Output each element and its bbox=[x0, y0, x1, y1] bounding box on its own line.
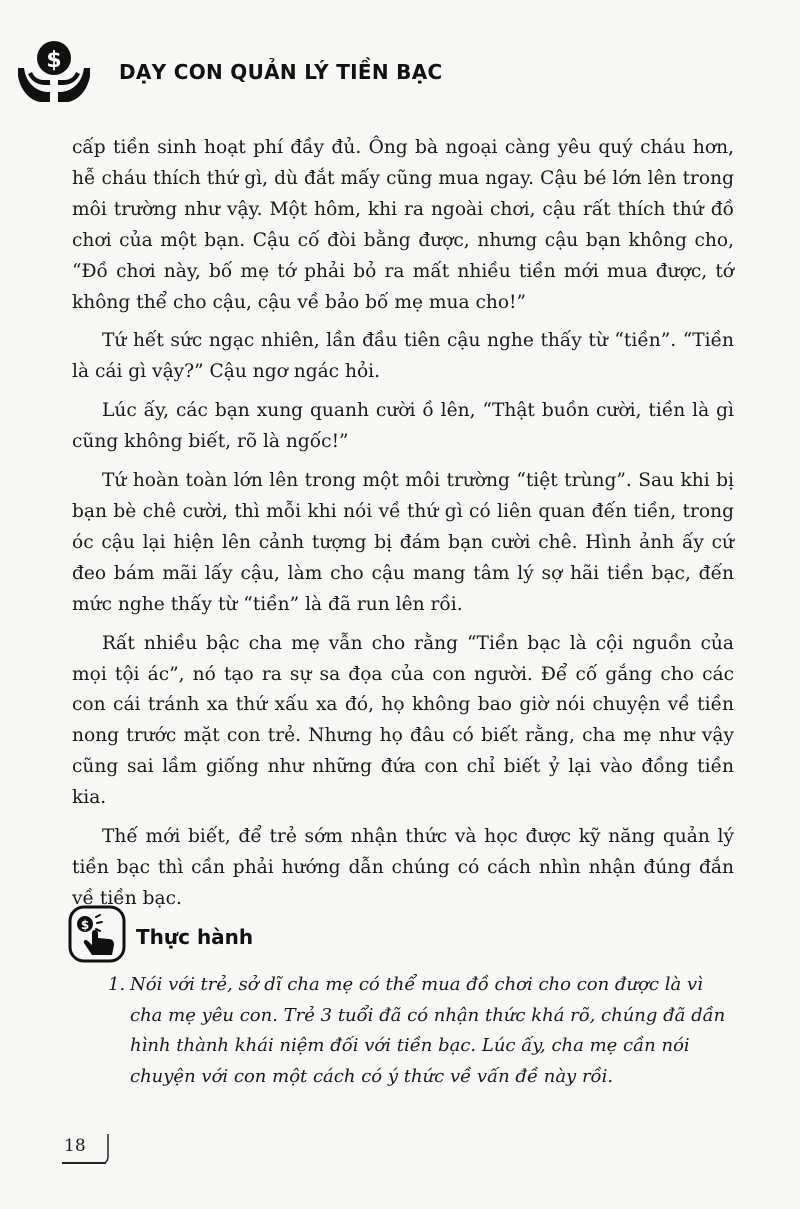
paragraph: Tứ hết sức ngạc nhiên, lần đầu tiên cậu nghe thấy từ “tiền”. “Tiền là cái gì vậy?” Cậu ngơ ngác hỏi. bbox=[72, 330, 734, 383]
footer-bracket-ornament bbox=[102, 1134, 112, 1164]
page-footer bbox=[62, 1130, 122, 1170]
running-header-title: DẠY CON QUẢN LÝ TIỀN BẠC bbox=[119, 60, 443, 84]
hands-holding-coin-icon bbox=[14, 30, 94, 110]
list-item-text: Nói với trẻ, sở dĩ cha mẹ có thể mua đồ chơi cho con được là vì cha mẹ yêu con. Trẻ 3 tuổi đã có nhận thức khá rõ, chúng đã dần hình thành khái niệm đối với tiền bạc. Lúc ấy, cha mẹ cần nói chuyện với con một cách có ý thức về vấn đề này rồi. bbox=[130, 974, 726, 1087]
body-text bbox=[72, 133, 734, 923]
paragraph: Rất nhiều bậc cha mẹ vẫn cho rằng “Tiền bạc là cội nguồn của mọi tội ác”, nó tạo ra sự sa đọa của con người. Để cố gắng cho các con cái tránh xa thứ xấu xa đó, họ không bao giờ nói chuyện về tiền nong trước mặt con trẻ. Nhưng họ đâu có biết rằng, cha mẹ như vậy cũng sai lầm giống như những đứa con chỉ biết ỷ lại vào đồng tiền kia. bbox=[72, 632, 734, 809]
practice-section-heading bbox=[68, 905, 748, 965]
section-title: Thực hành bbox=[136, 925, 254, 949]
footer-rule bbox=[62, 1162, 106, 1164]
page-header bbox=[14, 30, 774, 110]
list-item bbox=[108, 970, 738, 1092]
practice-list bbox=[108, 970, 738, 1092]
coin-symbol: $ bbox=[46, 48, 62, 73]
paragraph: Lúc ấy, các bạn xung quanh cười ồ lên, “Thật buồn cười, tiền là gì cũng không biết, rõ là ngốc!” bbox=[72, 400, 734, 453]
coin-symbol: $ bbox=[80, 918, 90, 932]
page-number: 18 bbox=[64, 1136, 86, 1156]
paragraph: cấp tiền sinh hoạt phí đầy đủ. Ông bà ngoại càng yêu quý cháu hơn, hễ cháu thích thứ gì, dù đắt mấy cũng mua ngay. Cậu bé lớn lên trong môi trường như vậy. Một hôm, khi ra ngoài chơi, cậu rất thích thứ đồ chơi của một bạn. Cậu cố đòi bằng được, nhưng cậu bạn không cho, “Đồ chơi này, bố mẹ tớ phải bỏ ra mất nhiều tiền mới mua được, tớ không thể cho cậu, cậu về bảo bố mẹ mua cho!” bbox=[72, 137, 734, 313]
paragraph: Tứ hoàn toàn lớn lên trong một môi trường “tiệt trùng”. Sau khi bị bạn bè chê cười, thì mỗi khi nói về thứ gì có liên quan đến tiền, trong óc cậu lại hiện lên cảnh tượng bị đám bạn cười chê. Hình ảnh ấy cứ đeo bám mãi lấy cậu, làm cho cậu mang tâm lý sợ hãi tiền bạc, đến mức nghe thấy từ “tiền” là đã run lên rồi. bbox=[72, 470, 734, 615]
list-item-number: 1. bbox=[108, 974, 126, 995]
hand-pointing-coin-icon bbox=[68, 905, 126, 963]
paragraph: Thế mới biết, để trẻ sớm nhận thức và học được kỹ năng quản lý tiền bạc thì cần phải hướng dẫn chúng có cách nhìn nhận đúng đắn về tiền bạc. bbox=[72, 826, 734, 909]
